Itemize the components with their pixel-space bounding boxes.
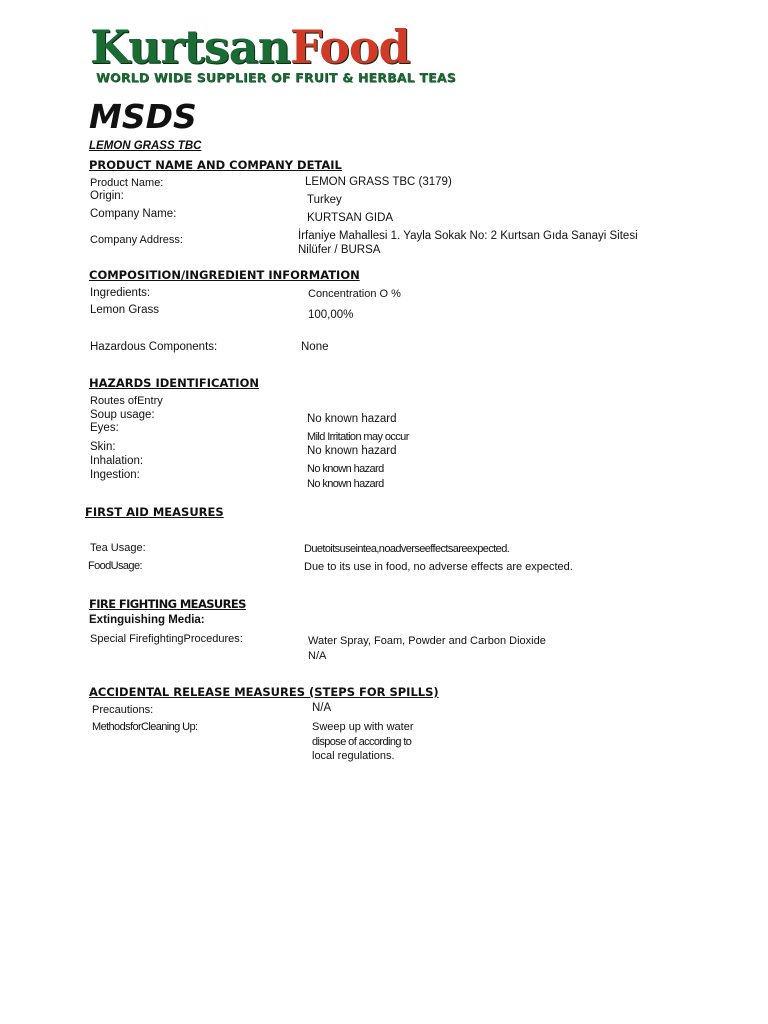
cleaning-methods-line-2: dispose of according to (312, 736, 412, 748)
section-heading-accidental-release: ACCIDENTAL RELEASE MEASURES (STEPS FOR SPILLS) (89, 685, 439, 699)
company-logo (90, 22, 410, 72)
logo-brand-kurtsan: Kurtsan (90, 20, 291, 74)
origin-label: Origin: (90, 190, 124, 202)
hazard-value-5: No known hazard (307, 478, 384, 490)
section-heading-composition: COMPOSITION/INGREDIENT INFORMATION (89, 268, 360, 282)
tea-usage-value: Duetoitsuseintea,noadverseeffectsareexpected. (304, 543, 510, 555)
logo-tagline: WORLD WIDE SUPPLIER OF FRUIT & HERBAL TEAS (96, 70, 456, 85)
section-heading-fire-fighting: FIRE FIGHTING MEASURES (89, 597, 246, 611)
company-name-value: KURTSAN GIDA (307, 212, 394, 224)
firefighting-procedures-value-2: N/A (308, 650, 327, 662)
cleaning-methods-line-3: local regulations. (312, 750, 395, 762)
company-address-line2: Nilüfer / BURSA (298, 244, 381, 256)
ingredient-name: Lemon Grass (90, 304, 160, 316)
section-heading-hazards: HAZARDS IDENTIFICATION (89, 376, 259, 390)
hazardous-value: None (301, 341, 329, 353)
food-usage-label: FoodUsage: (88, 560, 142, 572)
product-name-value: LEMON GRASS TBC (3179) (305, 176, 452, 188)
hazard-value-4: No known hazard (307, 463, 384, 475)
concentration-label: Concentration O % (308, 288, 401, 300)
skin-label: Skin: (90, 441, 116, 453)
food-usage-value: Due to its use in food, no adverse effects are expected. (304, 561, 573, 573)
origin-value: Turkey (307, 194, 342, 206)
firefighting-procedures-label: Special FirefightingProcedures: (90, 633, 243, 645)
product-name-label: Product Name: (90, 177, 164, 189)
tea-usage-label: Tea Usage: (90, 542, 146, 554)
document-title: MSDS (89, 97, 197, 136)
company-address-label: Company Address: (90, 234, 183, 246)
section-heading-first-aid: FIRST AID MEASURES (85, 505, 224, 519)
ingredient-value: 100,00% (308, 309, 354, 321)
extinguishing-media-label: Extinguishing Media: (89, 614, 205, 626)
company-address-line1: İrfaniye Mahallesi 1. Yayla Sokak No: 2 Kurtsan Gıda Sanayi Sitesi (298, 230, 638, 242)
company-name-label: Company Name: (90, 208, 177, 220)
hazard-value-3: No known hazard (307, 445, 397, 457)
ingestion-label: Ingestion: (90, 469, 140, 481)
precautions-value: N/A (312, 702, 332, 714)
soup-usage-label: Soup usage: (90, 409, 155, 421)
routes-label: Routes ofEntry (90, 395, 163, 407)
precautions-label: Precautions: (92, 704, 154, 716)
hazardous-label: Hazardous Components: (90, 341, 218, 353)
hazard-value-1: No known hazard (307, 413, 397, 425)
logo-brand-food: Food (290, 20, 410, 74)
cleaning-methods-label: MethodsforCleaning Up: (92, 721, 198, 733)
hazard-value-2: Mild Irritation may occur (307, 431, 409, 443)
cleaning-methods-line-1: Sweep up with water (312, 721, 414, 733)
eyes-label: Eyes: (90, 422, 119, 434)
inhalation-label: Inhalation: (90, 455, 144, 467)
product-subtitle: LEMON GRASS TBC (89, 140, 202, 152)
ingredients-label: Ingredients: (90, 287, 151, 299)
section-heading-product: PRODUCT NAME AND COMPANY DETAIL (89, 158, 342, 172)
firefighting-procedures-value: Water Spray, Foam, Powder and Carbon Dioxide (308, 635, 546, 647)
